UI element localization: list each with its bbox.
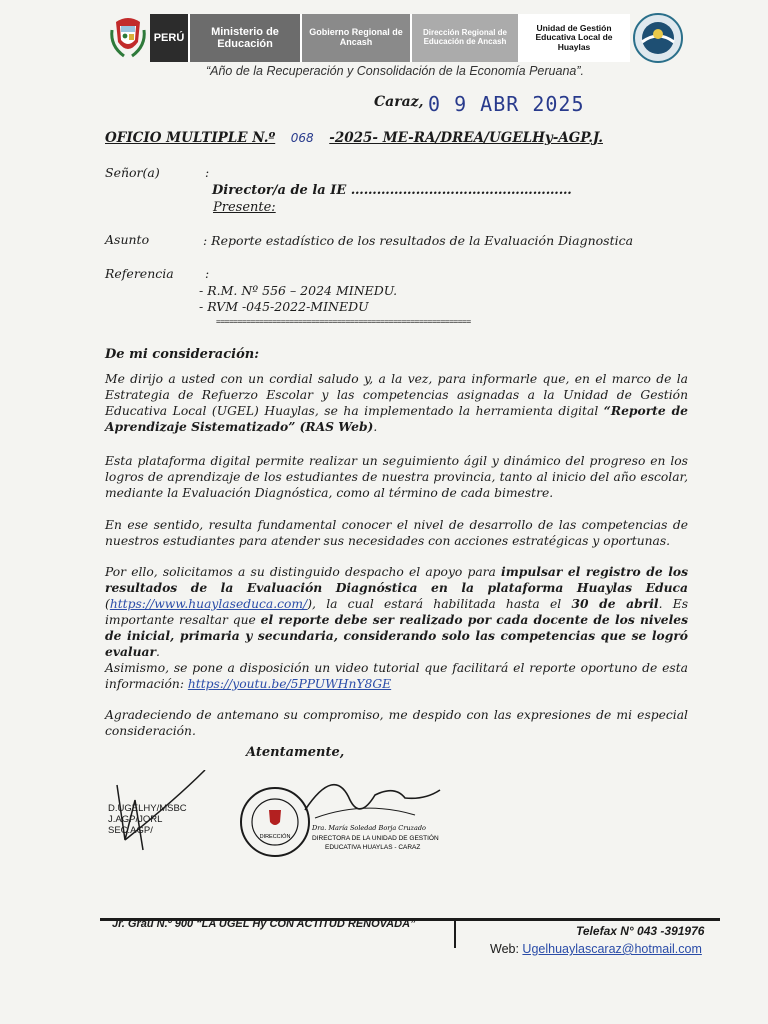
separator-rule: =========================================================== xyxy=(216,317,471,326)
oficio-reference xyxy=(105,130,603,146)
huaylas-educa-link[interactable]: https://www.huaylaseduca.com/ xyxy=(109,597,308,611)
peru-coat-of-arms-icon xyxy=(108,12,148,62)
footer-web xyxy=(490,942,702,956)
banner-peru: PERÚ xyxy=(150,14,188,62)
paragraph-platform: Esta plataforma digital permite realizar un seguimiento ágil y dinámico del progreso en los logros de aprendizaje de los estudiantes de nuestra provincia, tanto al inicio del año escolar, mediante la Evaluación Diagnóstica, como al término de cada bimestre. xyxy=(105,454,688,500)
referencia-colon: : xyxy=(205,266,210,281)
deadline: 30 de abril xyxy=(571,596,659,611)
initials-line: D.UGELHY/MSBC xyxy=(108,803,187,814)
banner-gobierno-regional: Gobierno Regional de Ancash xyxy=(300,14,410,62)
oficio-suffix: -2025- ME-RA/DREA/UGELHy-AGP.J. xyxy=(329,130,603,146)
institution-banner xyxy=(150,14,630,62)
paragraph-tutorial: Asimismo, se pone a disposición un video tutorial que facilitará el reporte oportuno de esta información: https://youtu.be/5PPUWHnY8GE xyxy=(105,661,688,691)
addressee-presente: Presente: xyxy=(213,200,276,215)
banner-ugel: Unidad de Gestión Educativa Local de Huaylas xyxy=(518,14,630,62)
footer-telefax: Telefax N° 043 -391976 xyxy=(576,924,705,938)
ugel-huaylas-logo-icon xyxy=(632,12,684,64)
email-link[interactable]: Ugelhuaylascaraz@hotmail.com xyxy=(522,942,702,956)
oficio-number: 068 xyxy=(290,131,314,145)
banner-direccion-regional: Dirección Regional de Educación de Ancash xyxy=(410,14,518,62)
paragraph-farewell: Agradeciendo de antemano su compromiso, me despido con las expresiones de mi especial consideración. xyxy=(105,708,688,738)
paragraph-intro: Me dirijo a usted con un cordial saludo y, a la vez, para informarle que, en el marco de la Estrategia de Refuerzo Escolar y las competencias asignadas a la Unidad de Gestión Educativa Local (UGEL) Huaylas, se ha implementado la herramienta digital “Reporte de Aprendizaje Sistematizado” (RAS Web). xyxy=(105,372,688,434)
footer-vertical-divider xyxy=(454,920,456,948)
banner-ministerio: Ministerio de Educación xyxy=(188,14,300,62)
paragraph-competencies: En ese sentido, resulta fundamental conocer el nivel de desarrollo de las competencias de nuestros estudiantes para atender sus necesidades con acciones estratégicas y oportunas. xyxy=(105,518,688,548)
asunto-text: : Reporte estadístico de los resultados de la Evaluación Diagnostica xyxy=(203,233,634,248)
referencia-item: - RVM -045-2022-MINEDU xyxy=(199,299,369,314)
web-label: Web: xyxy=(490,942,523,956)
svg-text:Dra. María Soledad Borja Cruza: Dra. María Soledad Borja Cruzado xyxy=(312,824,426,832)
addressee-label: Señor(a) xyxy=(105,165,160,180)
referencia-label: Referencia xyxy=(105,266,174,281)
date-city: Caraz, xyxy=(374,94,424,110)
referencia-item: - R.M. Nº 556 – 2024 MINEDU. xyxy=(199,283,398,298)
tutorial-video-link[interactable]: https://youtu.be/5PPUWHnY8GE xyxy=(187,677,392,691)
svg-text:DIRECCIÓN: DIRECCIÓN xyxy=(259,834,291,840)
svg-text:DIRECTORA DE LA UNIDAD DE GEST: DIRECTORA DE LA UNIDAD DE GESTIÓN xyxy=(312,835,439,842)
oficio-prefix: OFICIO MULTIPLE N.º xyxy=(105,130,276,146)
year-motto: “Año de la Recuperación y Consolidación de la Economía Peruana”. xyxy=(205,64,584,78)
paragraph-request: Por ello, solicitamos a su distinguido despacho el apoyo para impulsar el registro de los resultados de la Evaluación Diagnóstica en la plataforma Huaylas Educa (https://www.huaylaseduca.com/), la cual estará habilitada hasta el 30 de abril. Es importante resaltar que el reporte debe ser realizado por cada docente de los niveles de inicial, primaria y secundaria, considerando solo las competencias que se logró evaluar. xyxy=(105,564,689,659)
addressee-colon: : xyxy=(205,165,210,180)
official-seal-icon xyxy=(241,788,309,856)
closing: Atentamente, xyxy=(246,745,345,760)
greeting: De mi consideración: xyxy=(105,347,259,362)
asunto-label: Asunto xyxy=(105,232,150,247)
date-stamp: 0 9 ABR 2025 xyxy=(428,92,585,116)
director-signature-icon xyxy=(305,785,440,810)
addressee-name: Director/a de la IE …………………………………………… xyxy=(212,183,572,198)
footer-address: Jr. Grau N.º 900 “LA UGEL Hy CON ACTITUD RENOVADA” xyxy=(112,918,416,930)
initials-block xyxy=(108,803,187,836)
svg-text:EDUCATIVA HUAYLAS - CARAZ: EDUCATIVA HUAYLAS - CARAZ xyxy=(325,844,421,851)
initials-line: J.AGP/JORL xyxy=(108,814,163,825)
initials-line: SEC.AGP/ xyxy=(108,825,153,836)
ras-web-name: “Reporte de Aprendizaje Sistematizado” (RAS Web) xyxy=(105,403,688,434)
